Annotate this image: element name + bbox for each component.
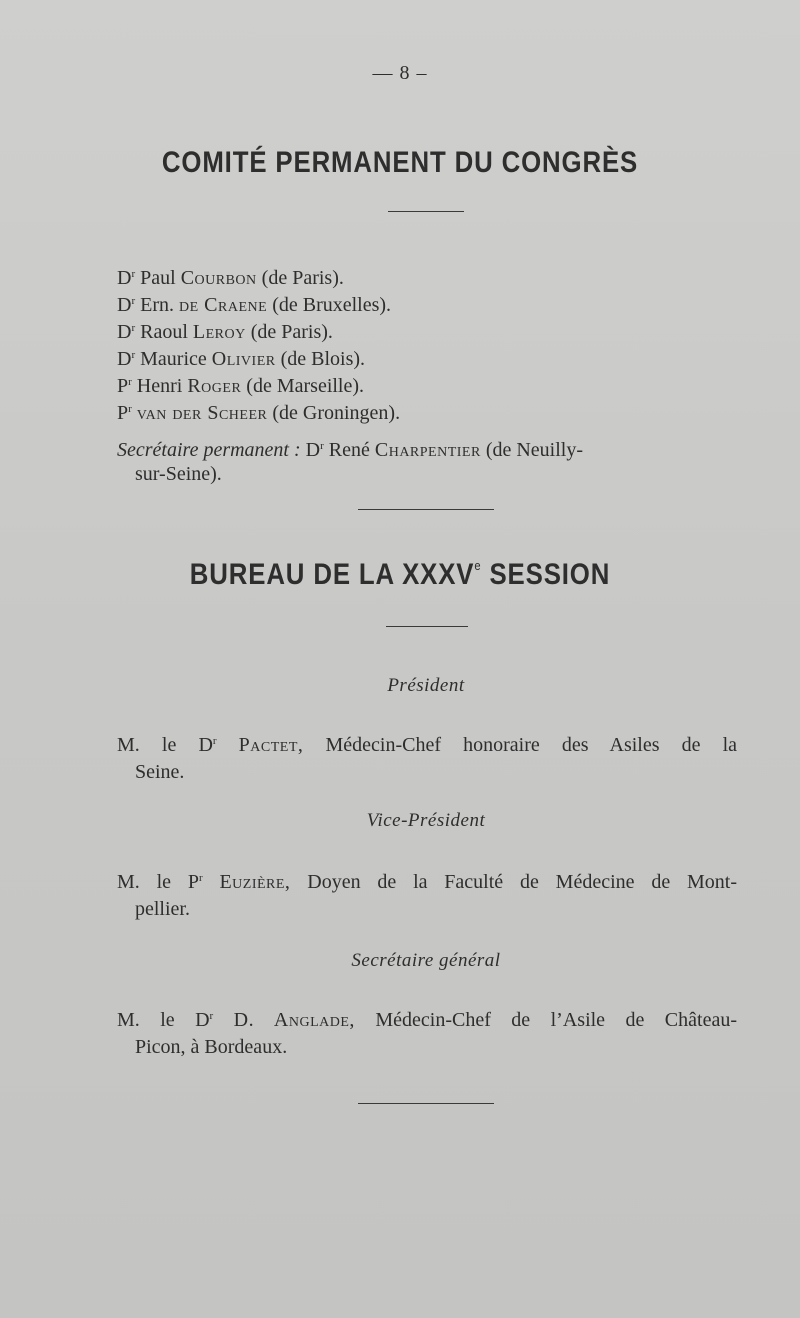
bureau-title: BUREAU DE LA XXXVe SESSION [189,558,611,591]
member-title: $P^r$ [117,375,132,397]
member-place: (de Marseille). [246,375,365,397]
secretary-label: Secrétaire permanent : [117,439,301,461]
member-surname: Leroy [192,321,246,343]
role-heading-general-secretary: Secrétaire général [351,950,501,971]
permanent-secretary [117,434,737,486]
secretary-surname: Charpentier [374,439,481,461]
member-title: $P^r$ [117,402,132,424]
member-item [117,398,737,425]
member-given-name: Paul [140,267,176,289]
role-heading-vice-president: Vice-Président [366,810,486,831]
member-item [117,290,737,317]
vice-president-entry: M. le $P^r$ Euzière, Doyen de la Faculté de Médecine de Mont- pellier. [117,871,738,920]
member-title: $D^r$ [117,294,136,316]
member-surname: van der Scheer [136,402,268,424]
member-place: (de Bruxelles). [272,294,392,316]
committee-title: COMITÉ PERMANENT DU CONGRÈS [161,146,639,179]
vice-president-name: Euzière, [219,871,291,893]
divider [358,1103,494,1104]
president-name: Pactet, [238,734,304,756]
member-item [117,344,737,371]
secretary-place: (de Neuilly- [485,439,584,461]
general-secretary-name: D. Anglade, [233,1009,355,1031]
member-place: (de Blois). [280,348,366,370]
divider [386,626,468,627]
member-surname: Courbon [180,267,257,289]
secretary-title: $D^r$ [305,439,324,461]
member-given-name: Henri [136,375,183,397]
role-heading-president: Président [387,675,465,696]
member-surname: Roger [187,375,242,397]
member-given-name: Ern. [140,294,175,316]
president-entry: M. le $D^r$ Pactet, Médecin-Chef honoraire des Asiles de la Seine. [117,734,738,783]
secretary-given-name: René [328,439,370,461]
member-title: $D^r$ [117,321,136,343]
member-place: (de Paris). [250,321,333,343]
general-secretary-entry: M. le $D^r$ D. Anglade, Médecin-Chef de l’Asile de Château- Picon, à Bordeaux. [117,1009,737,1058]
member-item [117,371,737,398]
member-given-name: Maurice [140,348,207,370]
member-given-name: Raoul [140,321,188,343]
page-number: — 8 – [372,62,428,84]
divider [358,509,494,510]
member-item [117,317,737,344]
secretary-place-continued: sur-Seine). [135,463,222,485]
member-place: (de Paris). [261,267,344,289]
member-item [117,263,737,290]
committee-member-list [117,263,737,425]
divider [388,211,464,212]
member-surname: de Craene [179,294,268,316]
member-place: (de Groningen). [272,402,401,424]
member-surname: Olivier [211,348,276,370]
member-title: $D^r$ [117,348,136,370]
member-title: $D^r$ [117,267,136,289]
